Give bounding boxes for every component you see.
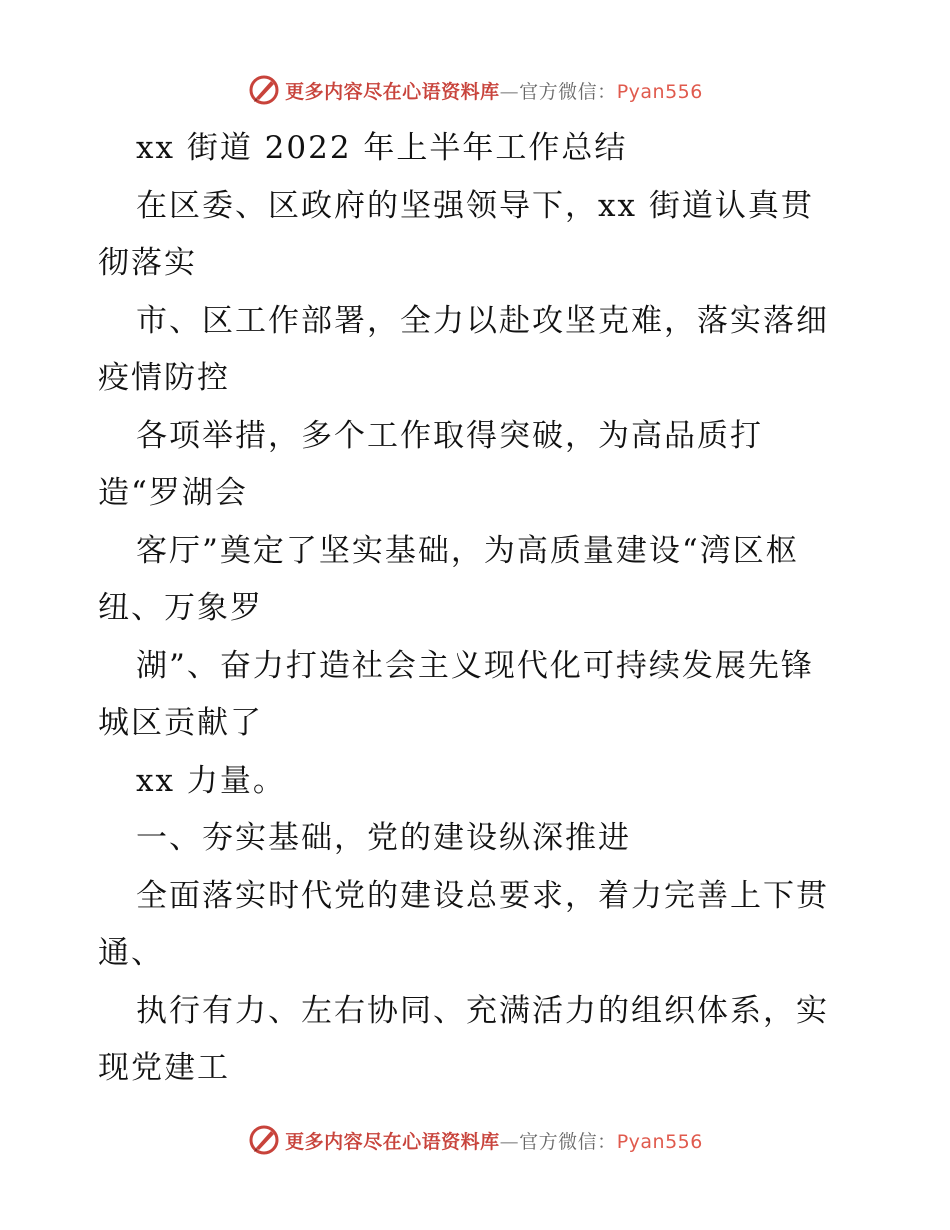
text-line: xx 力量。 — [136, 762, 286, 799]
document-body — [98, 120, 858, 1098]
watermark-account: Pyan556 — [616, 80, 703, 103]
quill-pen-circle-icon — [247, 1123, 281, 1157]
watermark-red-text: 更多内容尽在心语资料库 — [285, 80, 500, 103]
text-line: 客厅”奠定了坚实基础，为高质量建设“湾区枢 — [136, 532, 799, 569]
text-line: 全面落实时代党的建设总要求，着力完善上下贯 — [136, 877, 829, 914]
watermark-text — [285, 1127, 703, 1154]
watermark-red-text: 更多内容尽在心语资料库 — [285, 1130, 500, 1153]
watermark-dash: — — [499, 1130, 520, 1153]
text-line: 纽、万象罗 — [98, 590, 263, 626]
watermark-dash: — — [499, 80, 520, 103]
watermark-text — [285, 77, 703, 104]
text-line: 在区委、区政府的坚强领导下，xx 街道认真贯 — [136, 187, 814, 224]
text-line: 执行有力、左右协同、充满活力的组织体系，实 — [136, 992, 829, 1029]
text-line: 疫情防控 — [98, 360, 230, 396]
text-line: 通、 — [98, 935, 164, 971]
document-title: xx 街道 2022 年上半年工作总结 — [136, 130, 628, 166]
quill-pen-circle-icon — [247, 73, 281, 107]
watermark-gray-text: 官方微信： — [519, 80, 617, 103]
watermark-account: Pyan556 — [616, 1130, 703, 1153]
text-line: 一、夯实基础，党的建设纵深推进 — [136, 820, 631, 856]
text-line: 城区贡献了 — [98, 705, 263, 741]
watermark-banner-bottom — [0, 1120, 950, 1160]
watermark-gray-text: 官方微信： — [519, 1130, 617, 1153]
text-line: 湖”、奋力打造社会主义现代化可持续发展先锋 — [136, 647, 814, 684]
text-line: 彻落实 — [98, 245, 197, 281]
text-line: 各项举措，多个工作取得突破，为高品质打 — [136, 417, 763, 454]
watermark-banner-top — [0, 70, 950, 110]
text-line: 造“罗湖会 — [98, 475, 248, 511]
text-line: 市、区工作部署，全力以赴攻坚克难，落实落细 — [136, 302, 829, 339]
text-line: 现党建工 — [98, 1050, 230, 1086]
